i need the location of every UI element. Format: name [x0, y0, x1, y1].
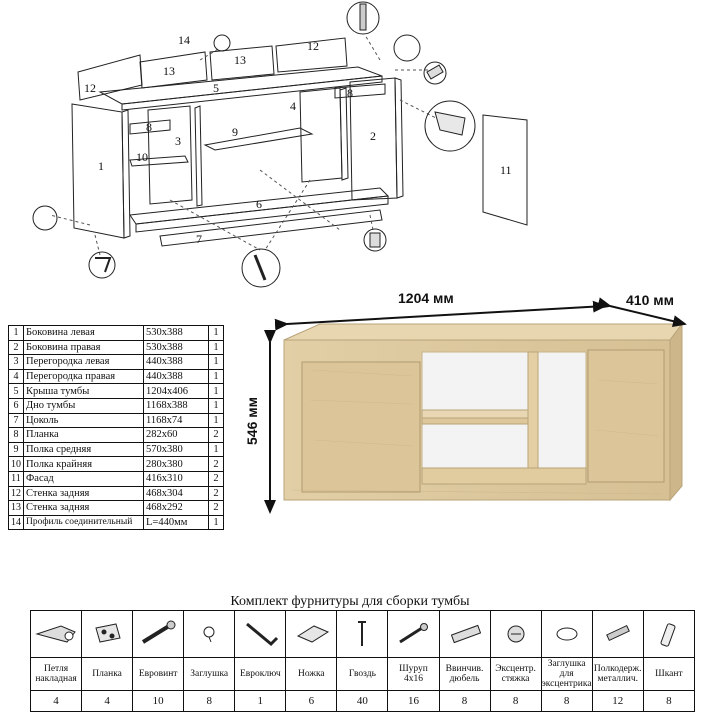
part-number-2: 2 [370, 129, 376, 143]
part-number-8a: 8 [146, 120, 152, 134]
part-name: Дно тумбы [24, 398, 144, 413]
part-name: Планка [24, 428, 144, 443]
part-size: 570x380 [144, 442, 209, 457]
parts-table-row [9, 384, 224, 399]
foot-icon [286, 647, 336, 657]
part-qty: 2 [209, 501, 224, 516]
exploded-view-drawing [0, 0, 700, 300]
part-number-3: 3 [175, 134, 181, 148]
fitting-name: Евровинт [133, 658, 184, 691]
part-number: 6 [9, 398, 24, 413]
part-name: Крыша тумбы [24, 384, 144, 399]
part-number-6: 6 [256, 197, 262, 211]
fitting-name: Петля накладная [31, 658, 82, 691]
fitting-qty: 12 [592, 691, 643, 712]
fitting-qty: 8 [490, 691, 541, 712]
wood-screw-icon [388, 647, 438, 657]
fitting-icon-cell [337, 611, 388, 658]
parts-table-row [9, 442, 224, 457]
parts-table-row [9, 355, 224, 370]
part-qty: 2 [209, 428, 224, 443]
parts-table-row [9, 515, 224, 530]
part-number-14: 14 [178, 33, 190, 47]
fitting-icon-cell [388, 611, 439, 658]
part-size: 1168x74 [144, 413, 209, 428]
euro-screw-icon [133, 647, 183, 657]
part-size: 416x310 [144, 471, 209, 486]
part-size: L=440мм [144, 515, 209, 530]
fitting-name: Полкодерж. металлич. [592, 658, 643, 691]
fitting-icon-cell [235, 611, 286, 658]
fitting-qty: 8 [643, 691, 694, 712]
cam-lock-icon [491, 647, 541, 657]
part-number-7: 7 [196, 232, 202, 246]
part-name: Профиль соединительный [24, 515, 144, 530]
fitting-name: Планка [82, 658, 133, 691]
nail-icon [337, 647, 387, 657]
parts-table [8, 325, 224, 530]
part-number: 11 [9, 471, 24, 486]
width-arrow [287, 306, 605, 324]
part-size: 440x388 [144, 355, 209, 370]
part-name: Боковина правая [24, 340, 144, 355]
part-number: 2 [9, 340, 24, 355]
part-size: 530x388 [144, 340, 209, 355]
shelf-support-icon [593, 647, 643, 657]
part-name: Полка крайняя [24, 457, 144, 472]
dimension-arrows [255, 290, 700, 520]
part-size: 1168x388 [144, 398, 209, 413]
part-number-13b: 13 [234, 53, 246, 67]
parts-table-row [9, 340, 224, 355]
height-dimension: 546 мм [244, 397, 260, 445]
detail-circle-screw [33, 206, 57, 230]
part-size: 468x292 [144, 501, 209, 516]
fitting-icon-cell [82, 611, 133, 658]
fitting-name: Заглушка [184, 658, 235, 691]
part-number-13a: 13 [163, 64, 175, 78]
fitting-icon-cell [184, 611, 235, 658]
part-number-1: 1 [98, 159, 104, 173]
width-dimension: 1204 мм [398, 290, 454, 306]
depth-arrow [610, 306, 685, 324]
parts-table-row [9, 471, 224, 486]
mounting-plate-icon [82, 647, 132, 657]
part-size: 440x388 [144, 369, 209, 384]
fitting-icon-cell [286, 611, 337, 658]
dowel-icon [644, 647, 694, 657]
part-name: Стенка задняя [24, 501, 144, 516]
part-qty: 2 [209, 457, 224, 472]
parts-table-row [9, 501, 224, 516]
cam-cap-icon [542, 647, 592, 657]
part-number-4: 4 [290, 99, 296, 113]
cap-icon [184, 647, 234, 657]
fitting-name: Шкант [643, 658, 694, 691]
part-number: 10 [9, 457, 24, 472]
parts-table-row [9, 486, 224, 501]
part-name: Полка средняя [24, 442, 144, 457]
part-number: 13 [9, 501, 24, 516]
part-qty: 1 [209, 340, 224, 355]
part-qty: 2 [209, 471, 224, 486]
part-number-12b: 12 [307, 39, 319, 53]
part-number-8b: 8 [347, 86, 353, 100]
fitting-icon-cell [439, 611, 490, 658]
part-number-12a: 12 [84, 81, 96, 95]
fitting-qty: 10 [133, 691, 184, 712]
part-name: Перегородка левая [24, 355, 144, 370]
part-size: 468x304 [144, 486, 209, 501]
fittings-table [30, 610, 695, 712]
detail-circle-foot [89, 252, 115, 278]
fitting-qty: 6 [286, 691, 337, 712]
fitting-qty: 1 [235, 691, 286, 712]
fitting-icon-cell [592, 611, 643, 658]
parts-table-row [9, 369, 224, 384]
depth-dimension: 410 мм [626, 292, 674, 308]
parts-table-row [9, 326, 224, 341]
fitting-icon-cell [541, 611, 592, 658]
fitting-qty: 4 [82, 691, 133, 712]
hinge-icon [31, 647, 81, 657]
fitting-icon-cell [133, 611, 184, 658]
part-number: 8 [9, 428, 24, 443]
fitting-qty: 8 [184, 691, 235, 712]
part-number: 3 [9, 355, 24, 370]
fitting-name: Гвоздь [337, 658, 388, 691]
part-name: Боковина левая [24, 326, 144, 341]
fittings-title: Комплект фурнитуры для сборки тумбы [230, 594, 470, 609]
fitting-icon-cell [490, 611, 541, 658]
part-qty: 1 [209, 413, 224, 428]
part-qty: 1 [209, 369, 224, 384]
part-qty: 1 [209, 398, 224, 413]
hex-key-icon [235, 647, 285, 657]
part-number: 14 [9, 515, 24, 530]
screw-dowel-icon [440, 647, 490, 657]
part-qty: 1 [209, 442, 224, 457]
fitting-qty: 16 [388, 691, 439, 712]
parts-table-row [9, 398, 224, 413]
part-size: 530x388 [144, 326, 209, 341]
part-qty: 2 [209, 486, 224, 501]
parts-table-row [9, 428, 224, 443]
part-number-10: 10 [136, 150, 148, 164]
part-qty: 1 [209, 326, 224, 341]
part-number-11: 11 [500, 163, 512, 177]
part-number-5: 5 [213, 81, 219, 95]
part-qty: 1 [209, 384, 224, 399]
fitting-name: Евроключ [235, 658, 286, 691]
part-number: 1 [9, 326, 24, 341]
part-number-9: 9 [232, 125, 238, 139]
part-number: 7 [9, 413, 24, 428]
fitting-name: Заглушка для эксцентрика [541, 659, 592, 689]
part-number: 9 [9, 442, 24, 457]
middle-shelf [205, 128, 312, 150]
part-qty: 1 [209, 515, 224, 530]
part-name: Перегородка правая [24, 369, 144, 384]
part-name: Фасад [24, 471, 144, 486]
part-qty: 1 [209, 355, 224, 370]
fitting-qty: 4 [31, 691, 82, 712]
fitting-name: Шуруп 4x16 [388, 658, 439, 691]
part-number: 5 [9, 384, 24, 399]
part-name: Цоколь [24, 413, 144, 428]
part-size: 280x380 [144, 457, 209, 472]
fitting-icon-cell [643, 611, 694, 658]
part-name: Стенка задняя [24, 486, 144, 501]
fitting-qty: 40 [337, 691, 388, 712]
detail-circle-cam [394, 35, 420, 61]
part-size: 1204x406 [144, 384, 209, 399]
fitting-qty: 8 [541, 691, 592, 712]
fitting-name: Ввинчив. дюбель [439, 658, 490, 691]
fitting-icon-cell [31, 611, 82, 658]
fitting-name: Эксцентр. стяжка [490, 658, 541, 691]
fitting-qty: 8 [439, 691, 490, 712]
part-number: 12 [9, 486, 24, 501]
parts-table-row [9, 413, 224, 428]
parts-table-row [9, 457, 224, 472]
part-size: 282x60 [144, 428, 209, 443]
fitting-name: Ножка [286, 658, 337, 691]
part-number: 4 [9, 369, 24, 384]
